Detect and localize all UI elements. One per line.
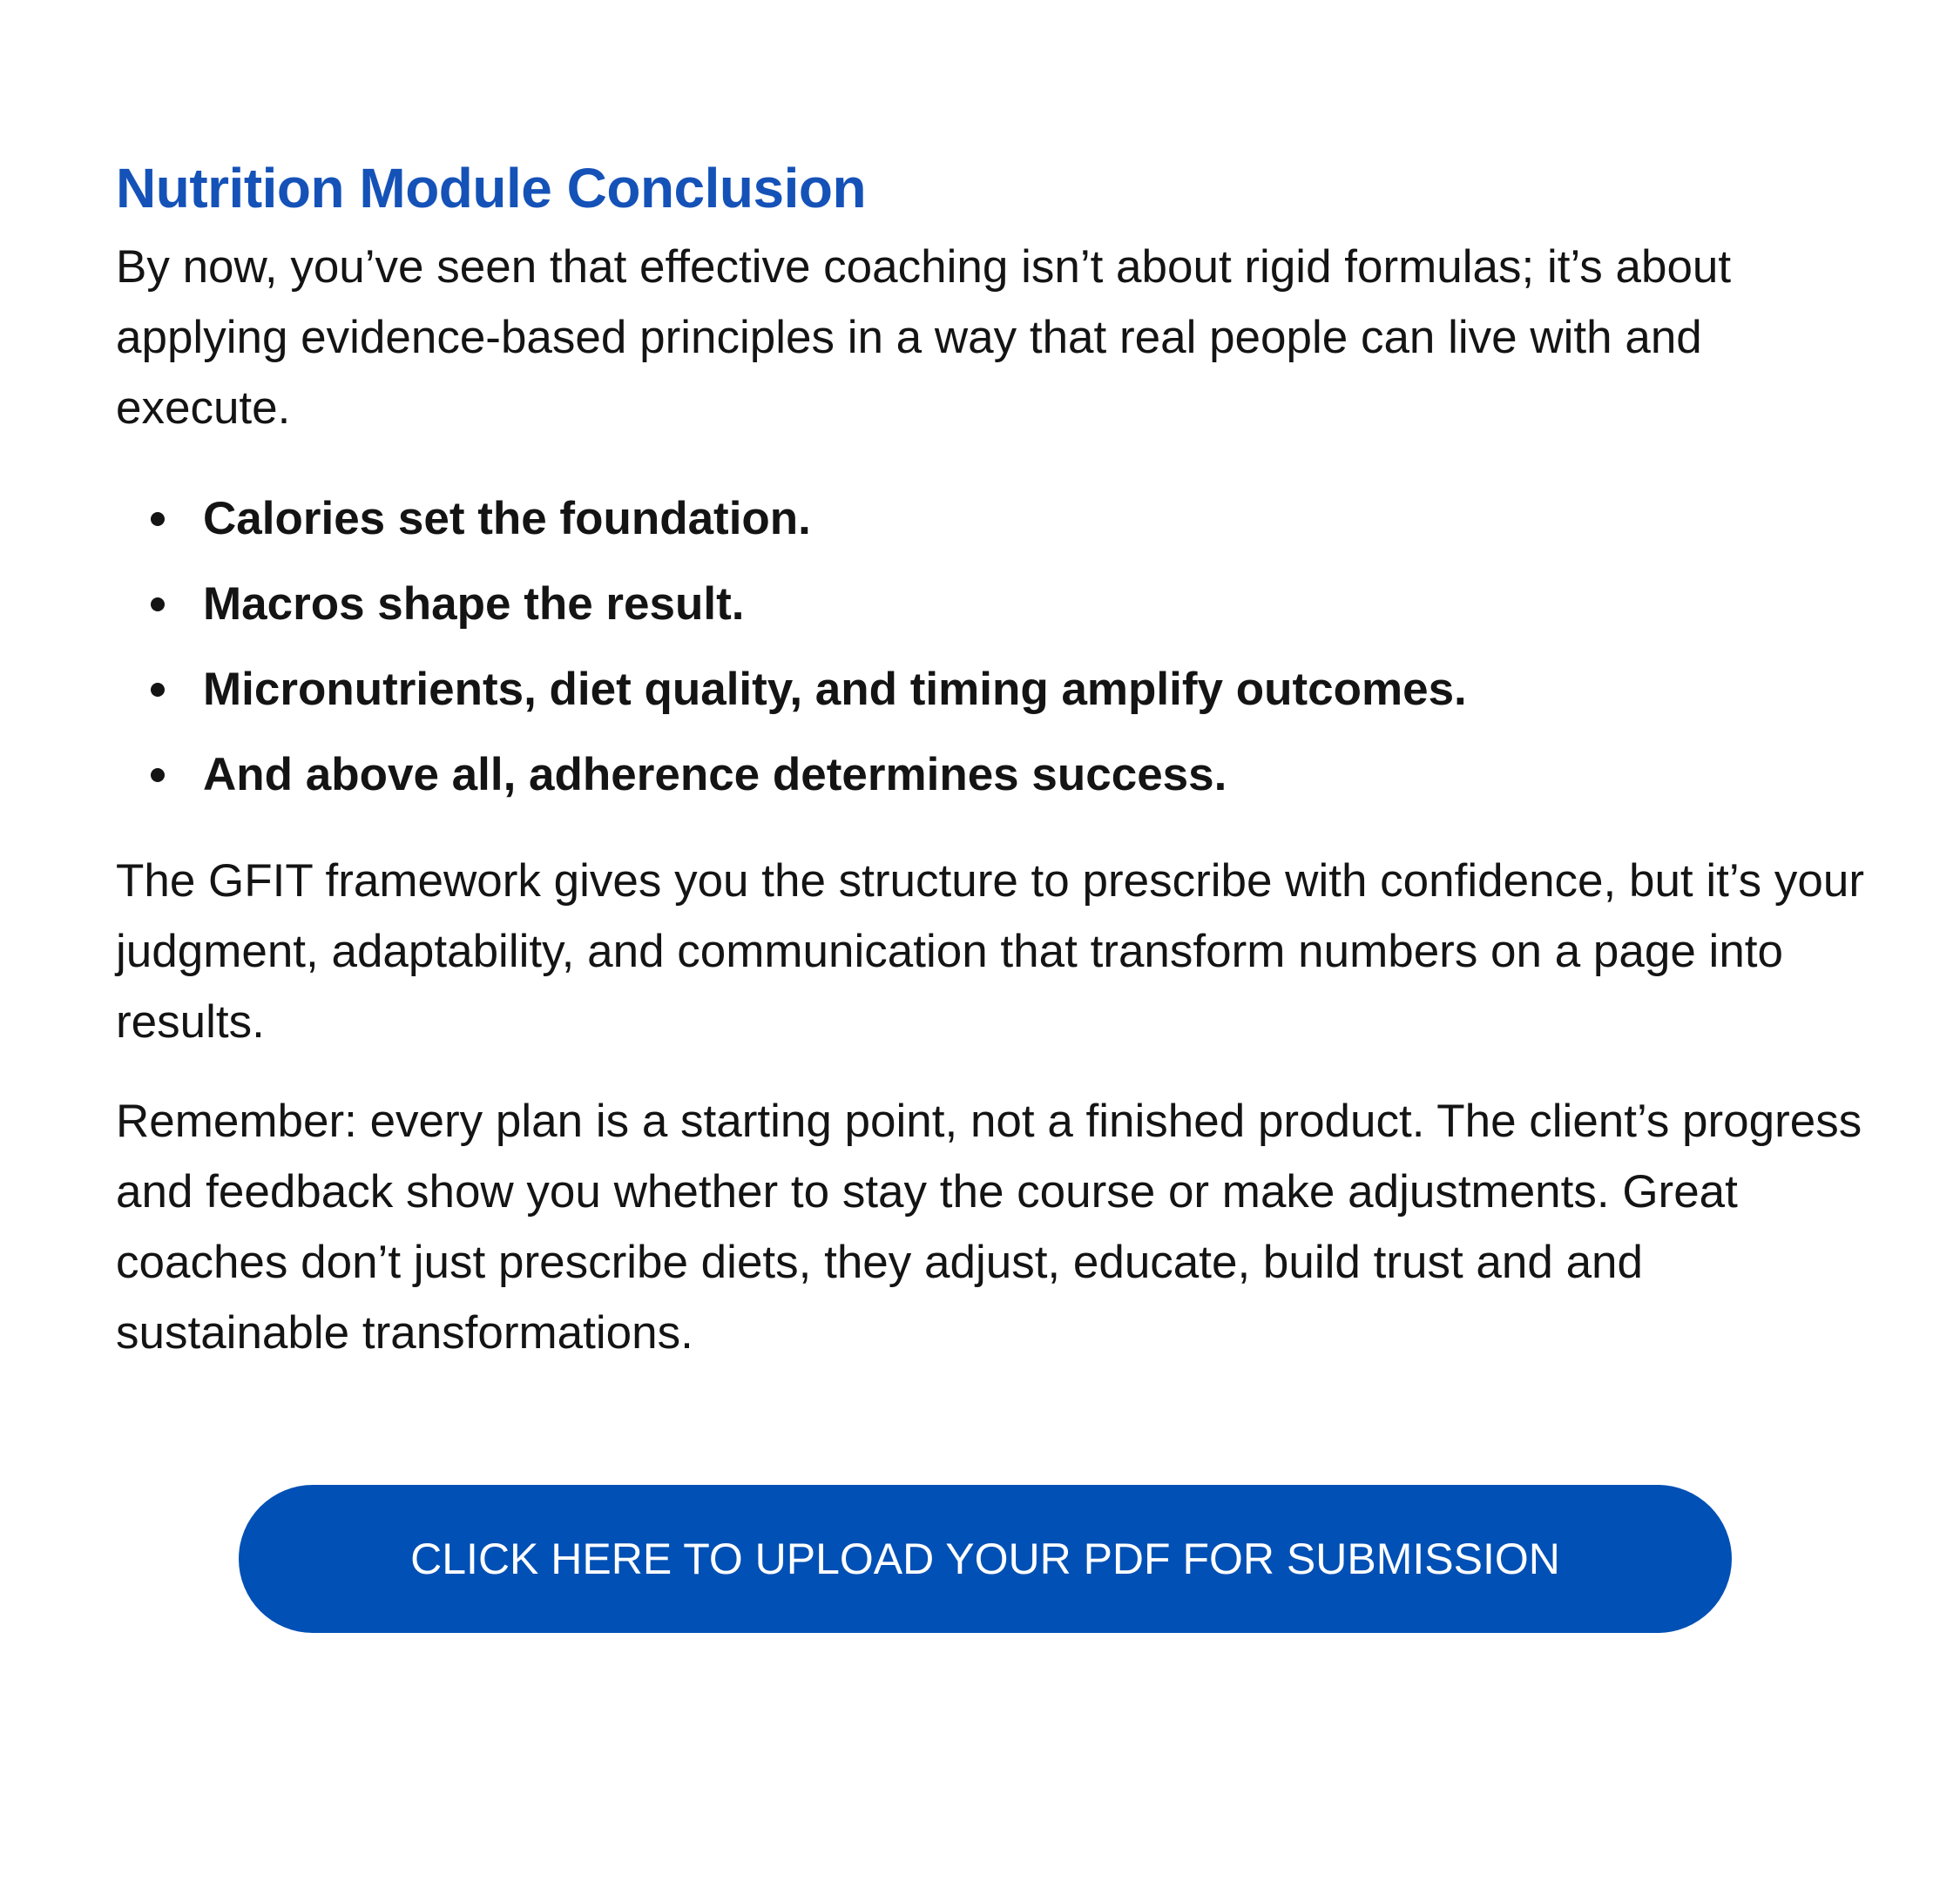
list-item-text: And above all, adherence determines success. bbox=[203, 749, 1227, 800]
list-item-text: Calories set the foundation. bbox=[203, 493, 811, 544]
key-points-list bbox=[116, 476, 1876, 818]
list-item-text: Micronutrients, diet quality, and timing amplify outcomes. bbox=[203, 664, 1467, 715]
remember-paragraph: Remember: every plan is a starting point, not a finished product. The client’s progress and feedback show you whether to stay the course or make adjustments. Great coaches don’t just prescribe diets, they adjust, educate, build trust and and sustainable transformations. bbox=[116, 1096, 1862, 1359]
upload-pdf-button[interactable]: CLICK HERE TO UPLOAD YOUR PDF FOR SUBMISSION bbox=[239, 1485, 1732, 1633]
list-item-text: Macros shape the result. bbox=[203, 578, 745, 630]
page-title: Nutrition Module Conclusion bbox=[116, 157, 867, 219]
bullet-icon bbox=[151, 768, 165, 782]
module-conclusion-section bbox=[116, 146, 1876, 1368]
intro-paragraph: By now, you’ve seen that effective coaching isn’t about rigid formulas; it’s about applying evidence-based principles in a way that real people can live with and execute. bbox=[116, 241, 1732, 434]
framework-paragraph: The GFIT framework gives you the structure to prescribe with confidence, but it’s your judgment, adaptability, and communication that transform numbers on a page into results. bbox=[116, 855, 1865, 1048]
bullet-icon bbox=[151, 597, 165, 611]
list-item bbox=[116, 647, 1876, 732]
list-item bbox=[116, 732, 1876, 818]
bullet-icon bbox=[151, 512, 165, 526]
list-item bbox=[116, 562, 1876, 647]
bullet-icon bbox=[151, 683, 165, 697]
list-item bbox=[116, 476, 1876, 562]
